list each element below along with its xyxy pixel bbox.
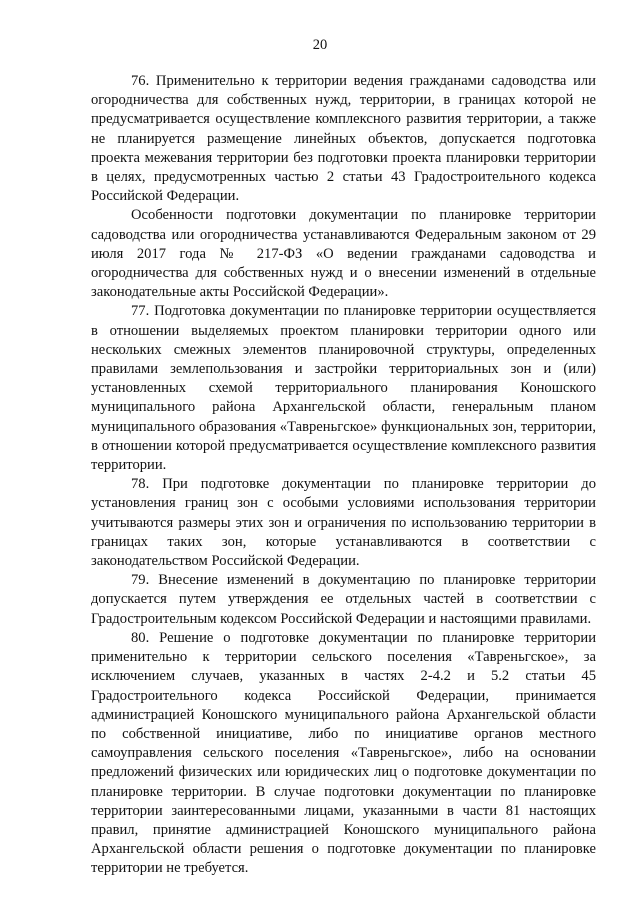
paragraph-76: 76. Применительно к территории ведения гражданами садоводства или огородничества для собственных нужд, территории, в границах которой не предусматривается осуществление комплексного развития территории, а также не планируется размещение линейных объектов, допускается подготовка проекта межевания территории без подготовки проекта планировки территории в целях, предусмотренных частью 2 статьи 43 Градостроительного кодекса Российской Федерации. [91,73,596,205]
page-number: 20 [312,37,328,53]
paragraph-77: 77. Подготовка документации по планировке территории осуществляется в отношении выделяемых проектом планировки территории одного или нескольких смежных элементов планировочной структуры, определенных правилами землепользования и застройки территориальных зон и (или) установленных схемой территориального планирования Коношского муниципального района Архангельской области, генеральным планом муниципального образования «Тавреньгское» функциональных зон, территории, в отношении которой предусматривается осуществление комплексного развития территории. [91,303,596,474]
paragraph-79: 79. Внесение изменений в документацию по планировке территории допускается путем утверждения ее отдельных частей в соответствии с Градостроительным кодексом Российской Федерации и настоящими правилами. [91,572,596,627]
paragraph-78: 78. При подготовке документации по планировке территории до установления границ зон с особыми условиями использования территории учитываются размеры этих зон и ограничения по использованию территории в границах таких зон, которые устанавливаются в соответствии с законодательством Российской Федерации. [91,476,596,570]
paragraph-gardening-specifics: Особенности подготовки документации по планировке территории садоводства или огородничества устанавливаются Федеральным законом от 29 июля 2017 года № 217-ФЗ «О ведении гражданами садоводства и огородничества для собственных нужд и о внесении изменений в отдельные законодательные акты Российской Федерации». [91,207,596,301]
document-body [91,72,596,879]
paragraph-80: 80. Решение о подготовке документации по планировке территории применительно к территории сельского поселения «Тавреньгское», за исключением случаев, указанных в частях 2-4.2 и 5.2 статьи 45 Градостроительного кодекса Российской Федерации, принимается администрацией Коношского муниципального района Архангельской области по собственной инициативе, либо по инициативе органов местного самоуправления сельского поселения «Тавреньгское», либо на основании предложений физических или юридических лиц о подготовке документации по планировке территории. В случае подготовки документации по планировке территории заинтересованными лицами, указанными в части 81 настоящих правил, принятие администрацией Коношского муниципального района Архангельской области решения о подготовке документации по планировке территории не требуется. [91,629,596,877]
